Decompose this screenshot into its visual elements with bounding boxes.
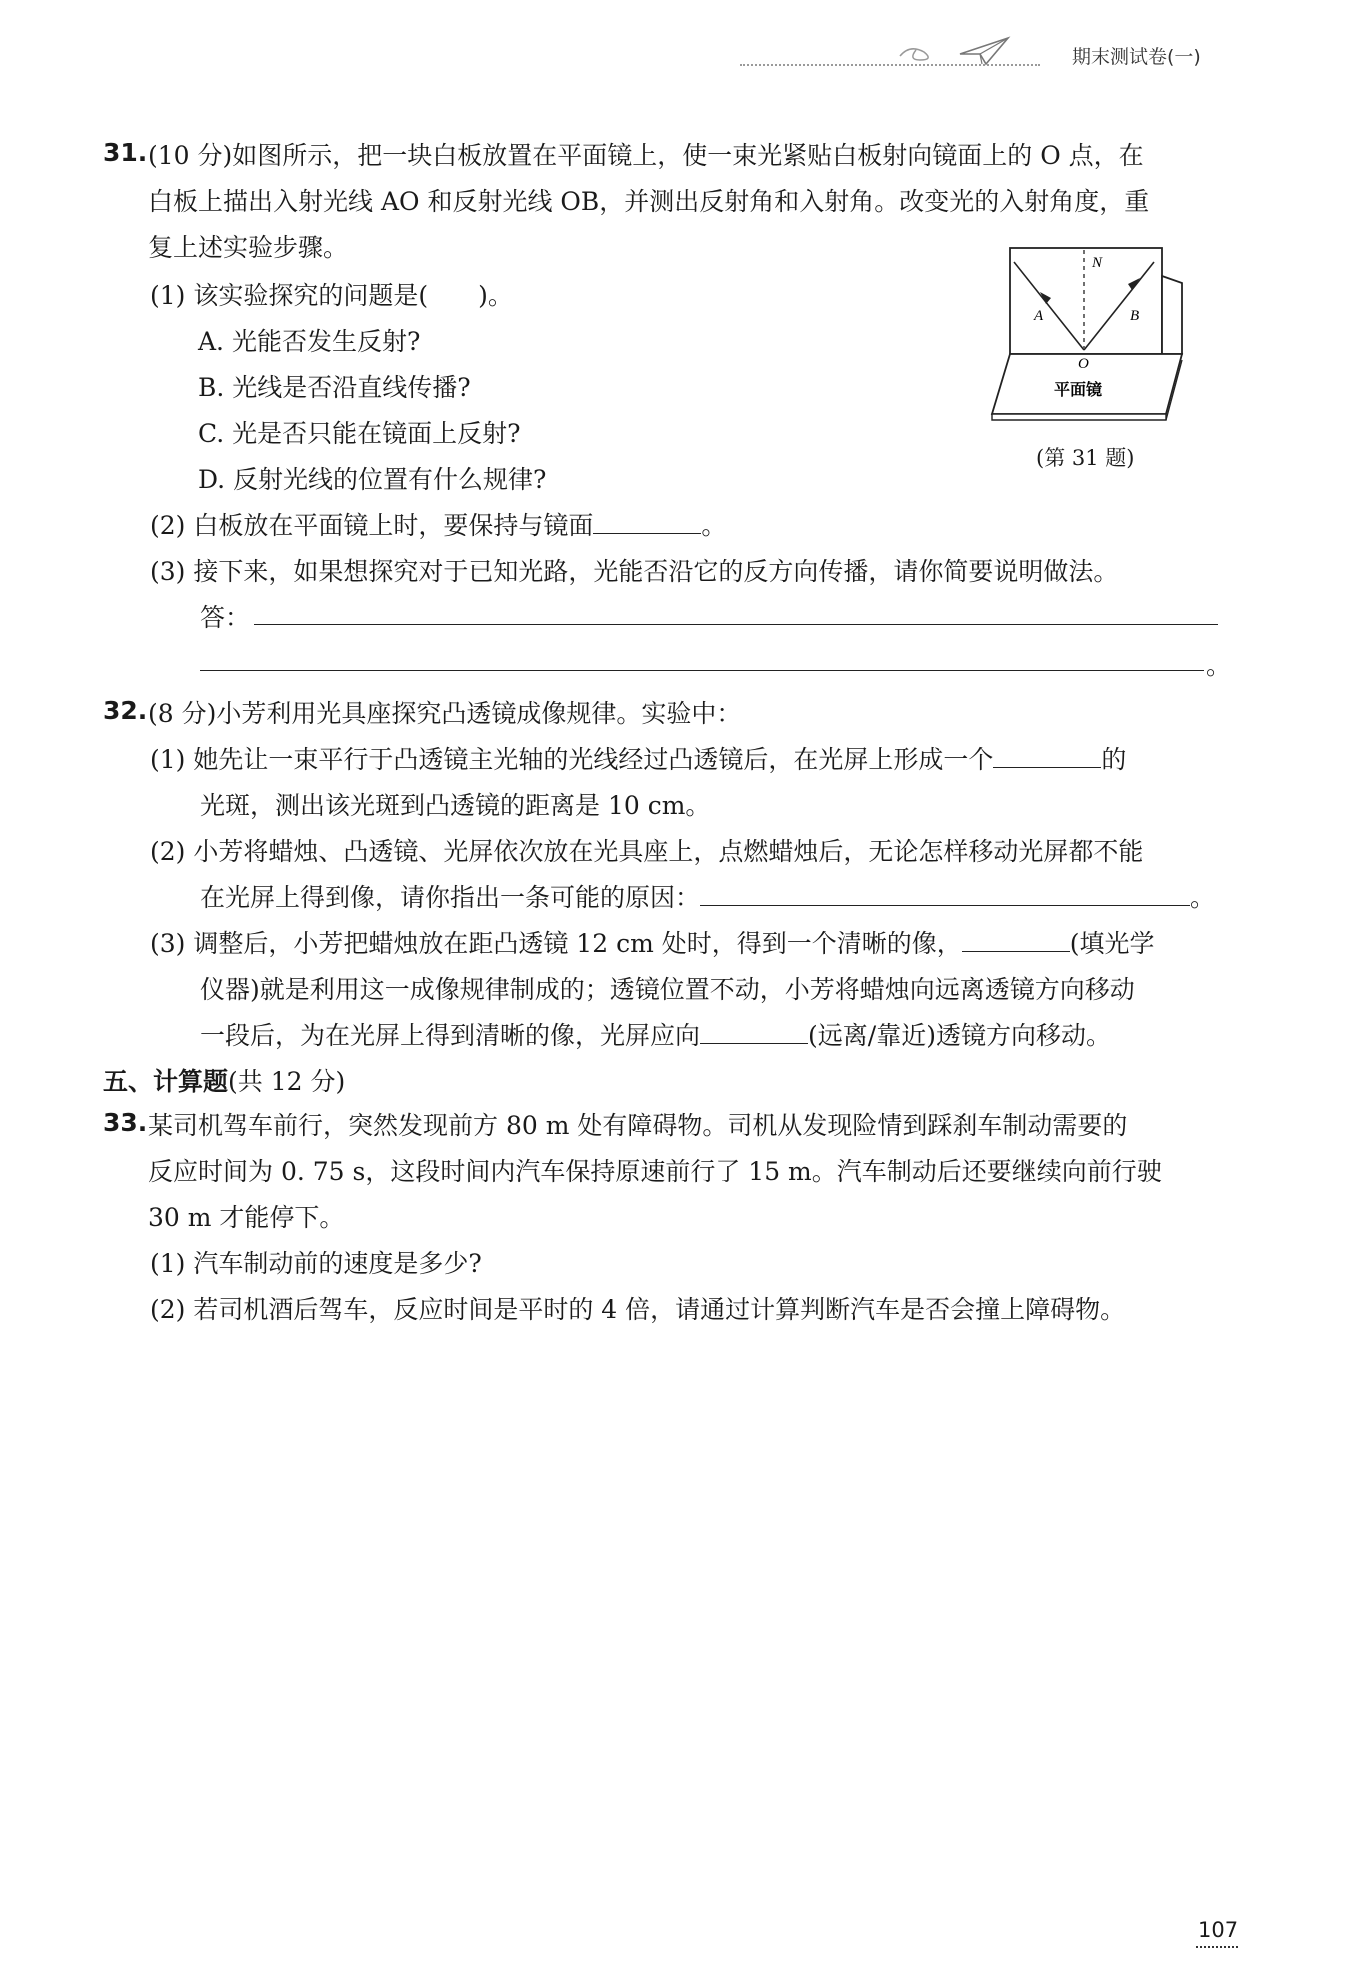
q33-sub1: (1) 汽车制动前的速度是多少? xyxy=(150,1249,482,1278)
q32-sub1-line2: 光斑，测出该光斑到凸透镜的距离是 10 cm。 xyxy=(200,791,711,820)
answer-blank[interactable] xyxy=(593,532,701,534)
q32-sub1 xyxy=(150,740,1126,776)
q32-sub3-text: (3) 调整后，小芳把蜡烛放在距凸透镜 12 cm 处时，得到一个清晰的像， xyxy=(150,929,962,958)
section-title xyxy=(103,1062,345,1098)
q33-line1: 某司机驾车前行，突然发现前方 80 m 处有障碍物。司机从发现险情到踩刹车制动需要的 xyxy=(148,1111,1128,1140)
q32-sub2-text: 在光屏上得到像，请你指出一条可能的原因： xyxy=(200,883,701,912)
q32-intro: (8 分)小芳利用光具座探究凸透镜成像规律。实验中： xyxy=(148,699,742,728)
q31-sub3: (3) 接下来，如果想探究对于已知光路，光能否沿它的反方向传播，请你简要说明做法。 xyxy=(150,557,1119,586)
question-32 xyxy=(103,696,147,725)
q32-sub3-line2: 仪器)就是利用这一成像规律制成的；透镜位置不动，小芳将蜡烛向远离透镜方向移动 xyxy=(200,975,1135,1004)
q33-line3: 30 m 才能停下。 xyxy=(148,1203,345,1232)
question-31 xyxy=(103,138,147,167)
q32-sub2-line2 xyxy=(200,878,1215,914)
answer-blank[interactable] xyxy=(700,1042,808,1044)
q32-sub1-text: (1) 她先让一束平行于凸透镜主光轴的光线经过凸透镜后，在光屏上形成一个 xyxy=(150,745,994,774)
answer-line[interactable] xyxy=(254,624,1218,625)
answer-blank[interactable] xyxy=(962,950,1070,952)
q31-sub2 xyxy=(150,506,726,542)
label-b: B xyxy=(1130,308,1140,324)
q32-sub3-line3-text: 一段后，为在光屏上得到清晰的像，光屏应向 xyxy=(200,1021,701,1050)
question-number: 33. xyxy=(103,1108,148,1137)
q32-sub3-end: (填光学 xyxy=(1069,929,1155,958)
q31-option-b: B. 光线是否沿直线传播? xyxy=(198,373,471,402)
page-number-underline xyxy=(1196,1946,1238,1948)
q31-option-c: C. 光是否只能在镜面上反射? xyxy=(198,419,521,448)
q31-sub2-end: 。 xyxy=(701,511,727,540)
q31-option-a: A. 光能否发生反射? xyxy=(198,327,421,356)
answer-blank[interactable] xyxy=(993,766,1101,768)
q31-sub1: (1) 该实验探究的问题是( )。 xyxy=(150,281,513,310)
label-n: N xyxy=(1092,255,1103,271)
label-o: O xyxy=(1078,356,1089,372)
board-fold xyxy=(1162,276,1182,354)
q31-answer-label: 答： xyxy=(200,603,251,632)
question-33 xyxy=(103,1108,147,1137)
q32-sub3-line3 xyxy=(200,1016,1111,1052)
answer-line[interactable] xyxy=(200,670,1204,671)
header-title: 期末测试卷(一) xyxy=(1072,46,1201,68)
figure-caption: (第 31 题) xyxy=(1036,446,1135,470)
q31-line2: 白板上描出入射光线 AO 和反射光线 OB，并测出反射角和入射角。改变光的入射角度，重 xyxy=(148,187,1150,216)
section-heading: 五、计算题 xyxy=(103,1067,229,1096)
reflection-diagram xyxy=(980,238,1200,428)
q31-line3: 复上述实验步骤。 xyxy=(148,233,349,262)
q31-option-d: D. 反射光线的位置有什么规律? xyxy=(198,465,547,494)
q32-sub3 xyxy=(150,924,1155,960)
section-points: (共 12 分) xyxy=(228,1067,346,1096)
question-number: 32. xyxy=(103,696,148,725)
label-a: A xyxy=(1034,308,1044,324)
q32-sub1-end: 的 xyxy=(1101,745,1127,774)
q31-line1: (10 分)如图所示，把一块白板放置在平面镜上，使一束光紧贴白板射向镜面上的 O 点，在 xyxy=(148,141,1144,170)
q32-sub2-line1: (2) 小芳将蜡烛、凸透镜、光屏依次放在光具座上，点燃蜡烛后，无论怎样移动光屏都不能 xyxy=(150,837,1144,866)
mirror-label: 平面镜 xyxy=(1054,380,1103,399)
question-number: 31. xyxy=(103,138,148,167)
page-number: 107 xyxy=(1198,1918,1239,1942)
q31-sub2-text: (2) 白板放在平面镜上时，要保持与镜面 xyxy=(150,511,594,540)
q32-sub3-line3-end: (远离/靠近)透镜方向移动。 xyxy=(808,1021,1111,1050)
answer-blank[interactable] xyxy=(700,904,1190,906)
q31-answer-end: 。 xyxy=(1206,651,1232,680)
white-board xyxy=(1010,248,1162,354)
paper-plane-icon xyxy=(890,30,1020,70)
q32-sub2-end: 。 xyxy=(1190,883,1216,912)
q33-sub2: (2) 若司机酒后驾车，反应时间是平时的 4 倍，请通过计算判断汽车是否会撞上障碍物。 xyxy=(150,1295,1126,1324)
q33-line2: 反应时间为 0. 75 s，这段时间内汽车保持原速前行了 15 m。汽车制动后还要继续向前行驶 xyxy=(148,1157,1162,1186)
